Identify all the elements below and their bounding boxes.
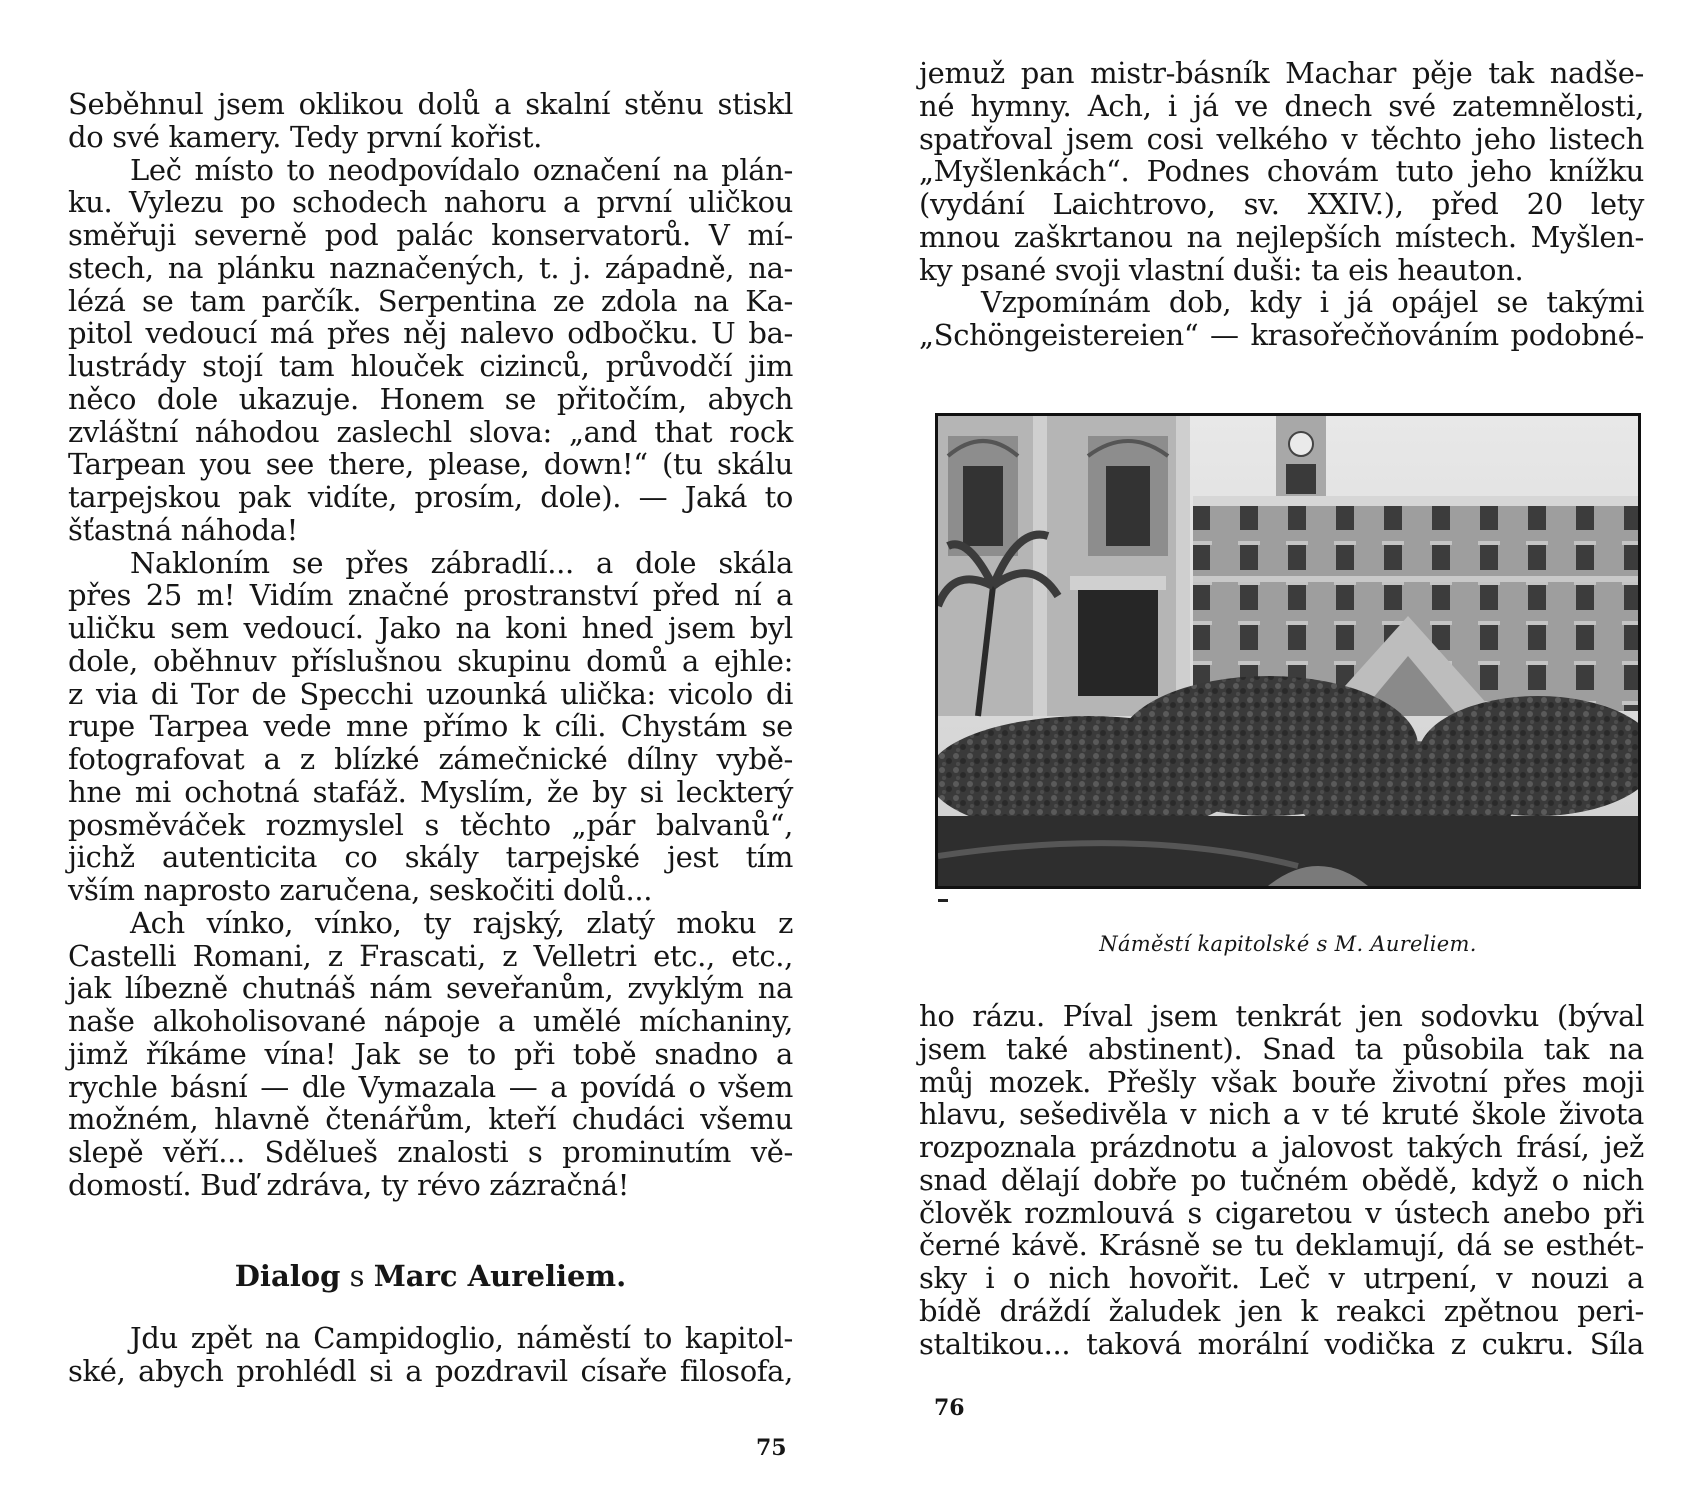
text-line: posměváček rozmyslel s těchto „pár balvanů“, — [68, 807, 793, 842]
heading-word: Dialog — [234, 1259, 341, 1293]
text-line: jimž říkáme vína! Jak se to při tobě snadno a — [68, 1036, 793, 1071]
text-line: Nakloním se přes zábradlí... a dole skála — [130, 545, 793, 580]
text-line: šťastná náhoda! — [68, 512, 298, 547]
text-line: člověk rozmlouvá s cigaretou v ústech anebo při — [919, 1195, 1644, 1230]
text-line: fotografovat a z blízké zámečnické dílny vybě- — [68, 742, 793, 776]
text-line: vším naprosto zaručena, seskočiti dolů... — [68, 873, 653, 907]
text-line: domostí. Buď zdráva, ty révo zázračná! — [68, 1167, 630, 1202]
text-line: uličku sem vedoucí. Jako na koni hned jsem byl — [68, 611, 793, 645]
text-line: hlavu, sešedivěla v nich a v té kruté škole života — [919, 1097, 1644, 1132]
text-line: lustrády stojí tam hlouček cizinců, průvodčí jim — [68, 349, 793, 383]
text-line: naše alkoholisované nápoje a umělé míchaniny, — [68, 1004, 793, 1038]
text-line: možném, hlavně čtenářům, kteří chudáci všemu — [68, 1102, 793, 1137]
text-line: Jdu zpět na Campidoglio, náměstí to kapitol- — [130, 1321, 793, 1355]
right-body-text — [919, 57, 1644, 352]
text-line: „Schöngeistereien“ — krasořečňováním podobné- — [919, 318, 1644, 352]
text-line: můj mozek. Přešly však bouře životní přes moji — [919, 1064, 1644, 1099]
text-line: bídě dráždí žaludek jen k reakci zpětnou peri- — [919, 1293, 1644, 1328]
text-line: Vzpomínám dob, kdy i já opájel se takými — [981, 285, 1644, 320]
text-line: ské, abych prohlédl si a pozdravil císaře filosofa, — [68, 1353, 793, 1388]
text-line: ho rázu. Píval jsem tenkrát jen sodovku (býval — [919, 999, 1644, 1033]
text-line: Seběhnul jsem oklikou dolů a skalní stěnu stiskl — [68, 87, 793, 121]
text-line: zvláštní náhodou zaslechl slova: „and that rock — [68, 414, 793, 449]
right-page — [846, 0, 1692, 1500]
text-line: rupe Tarpea vede mne přímo k cíli. Chystám se — [68, 709, 793, 744]
heading-connector: s — [340, 1259, 374, 1293]
text-line: pitol vedoucí má přes něj nalevo odbočku. U ba- — [68, 316, 793, 351]
text-line: lézá se tam parčík. Serpentina ze zdola na Ka- — [68, 283, 793, 318]
page-number: 76 — [934, 1395, 965, 1421]
text-line: přes 25 m! Vidím značné prostranství před ní a — [68, 578, 793, 613]
page-number: 75 — [756, 1435, 787, 1461]
photo-corner-mark — [938, 899, 948, 902]
text-line: spatřoval jsem cosi velkého v těchto jeho listech — [919, 121, 1644, 156]
text-line: jak líbezně chutnáš nám seveřanům, zvyklým na — [68, 971, 793, 1006]
text-line: sky i o nich hovořit. Leč v utrpení, v nouzi a — [919, 1261, 1644, 1295]
text-line: jemuž pan mistr-básník Machar pěje tak nadše- — [919, 56, 1644, 90]
text-line: tarpejskou pak vidíte, prosím, dole). — Jaká to — [68, 480, 793, 514]
photograph-capitol-square — [935, 413, 1641, 889]
section-heading — [68, 1258, 793, 1294]
photo-illustration — [938, 416, 1638, 886]
text-line: stech, na plánku naznačených, t. j. západně, na- — [68, 250, 793, 285]
text-line: staltikou... taková morální vodička z cukru. Síla — [919, 1326, 1644, 1361]
left-body-text-continued — [68, 1322, 793, 1388]
text-line: ky psané svoji vlastní duši: ta eis heauton. — [919, 252, 1524, 287]
text-line: jichž autenticita co skály tarpejské jest tím — [68, 840, 793, 875]
text-line: né hymny. Ach, i já ve dnech své zatemnělosti, — [919, 88, 1644, 123]
text-line: Ach vínko, vínko, ty rajský, zlatý moku z — [130, 905, 793, 940]
right-body-text-continued — [919, 1000, 1644, 1360]
text-line: slepě věří... Sdělueš znalosti s prominutím vě- — [68, 1135, 793, 1169]
left-body-text — [68, 88, 793, 1202]
heading-name: Marc Aureliem. — [373, 1259, 627, 1293]
photo-caption: Náměstí kapitolské s M. Aureliem. — [1099, 932, 1477, 956]
text-line: z via di Tor de Specchi uzounká ulička: vicolo di — [68, 676, 793, 711]
text-line: do své kamery. Tedy první kořist. — [68, 119, 543, 154]
text-line: dole, oběhnuv příslušnou skupinu domů a ejhle: — [68, 643, 793, 678]
text-line: Leč místo to neodpovídalo označení na plán- — [130, 152, 793, 187]
text-line: ku. Vylezu po schodech nahoru a první uličkou — [68, 185, 793, 220]
text-line: snad dělají dobře po tučném obědě, když o nich — [919, 1162, 1644, 1197]
text-line: černé kávě. Krásně se tu deklamují, dá se esthét- — [919, 1228, 1644, 1263]
text-line: směřuji severně pod palác konservatorů. V mí- — [68, 218, 793, 252]
text-line: něco dole ukazuje. Honem se přitočím, abych — [68, 381, 793, 416]
text-line: mnou zaškrtanou na nejlepších místech. Myšlen- — [919, 219, 1644, 254]
text-line: rozpoznala prázdnotu a jalovost takých frásí, jež — [919, 1130, 1644, 1164]
text-line: Tarpean you see there, please, down!“ (tu skálu — [68, 447, 793, 482]
text-line: Castelli Romani, z Frascati, z Velletri etc., etc., — [68, 938, 793, 973]
text-line: rychle básní — dle Vymazala — a povídá o všem — [68, 1069, 793, 1104]
text-line: hne mi ochotná stafáž. Myslím, že by si leckterý — [68, 774, 793, 809]
text-line: jsem také abstinent). Snad ta působila tak na — [919, 1031, 1644, 1066]
text-line: „Myšlenkách“. Podnes chovám tuto jeho knížku — [919, 154, 1644, 189]
text-line: (vydání Laichtrovo, sv. XXIV.), před 20 lety — [919, 187, 1644, 221]
